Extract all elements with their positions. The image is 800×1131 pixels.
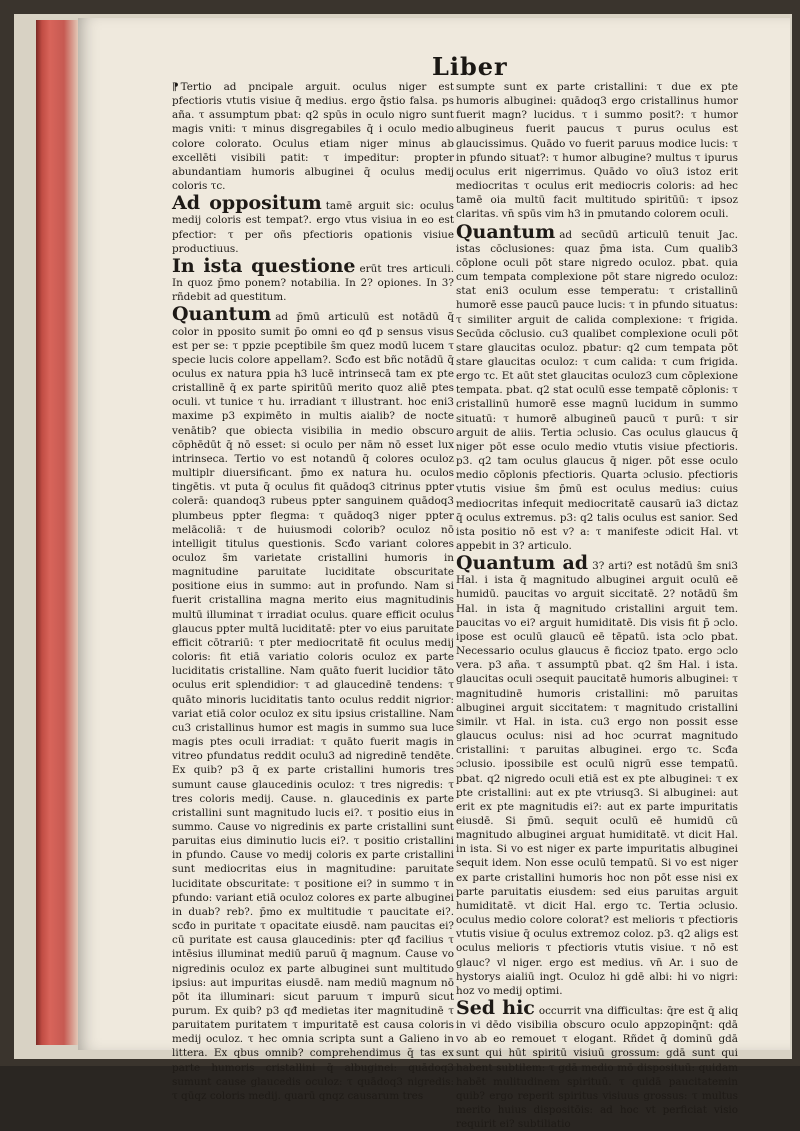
- red-page-edges: [36, 20, 82, 1045]
- paragraph-text: occurrit vna difficultas: q̄re est q̄ aliq in vi dēdo visibilia obscuro oculo appzopinq̄nt: qdā vo ab eo remouet τ elogant. Rñdet q̄ dominū gdā sunt qui hūt spiritū visiuū grossum: gdā sunt qui habent subtilem: τ gdā medio mō disposituū: quidam habēt mulitudinem spirituū. τ quidā paucitatemin quib? ergo reperit spiritus visiuus grossus: τ multus merito huius dispositōis: ad hoc vt perficiat visio requirit ei? subtiliatio: [456, 1005, 738, 1131]
- lemma-heading: Quantum: [172, 303, 272, 326]
- lemma-heading: Sed hic: [456, 997, 535, 1019]
- paragraph-text: 3? arti? est notādū s̄m sni3 Hal. i ista q̄ magnitudo albuginei arguit oculū eē humidū. paucitas vo arguit siccitatē. 2? notādū s̄m Hal. in ista q̄ magnitudo cristallini arguit tem. paucitas vo ei? arguit humiditatē. Dis visis fit p̄ ɔclo. ipose est oculū glaucū eē tēpatū. ista ɔclo pbat. Necessario oculus glaucus ē ficcioz tpato. ergo ɔclo vera. p3 aña. τ assumptū pbat. q2 s̄m Hal. i ista. glaucitas oculi ɔsequit paucitatē humoris albuginei: τ magnitudinē humoris cristallini: mō paruitas albuginei arguit siccitatem: τ magnitudo cristallini similr. vt Hal. in ista. cu3 ergo non possit esse glaucus oculus: nisi ad hoc ɔcurrat magnitudo cristallini: τ paruitas albuginei. ergo τc. Scđa ɔclusio. ipossibile est oculū nigrū esse tempatū. pbat. q2 nigredo oculi etiā est ex pte albuginei: τ ex pte cristallini: aut ex pte vtriusq3. Si albuginei: aut erit ex pte magnitudis ei?: aut ex parte impuritatis eiusdē. Si p̄mū. sequit oculū eē humidū cū magnitudo albuginei arguat humiditatē. vt dicit Hal. in ista. Si vo est niger ex parte impuritatis albuginei sequit idem. Non esse oculū tempatū. Si vo est niger ex parte cristallini humoris hoc non pōt esse nisi ex parte paruitatis eiusdem: sed eius paruitas arguit humiditatē. vt dicit Hal. ergo τc. Tertia ɔclusio. oculus medio colore colorat? est melioris τ pfectioris vtutis visiue q̄ oculus extremoz coloz. p3. q2 aligs est oculus melioris τ pfectioris vtutis visiue. τ nō est glauc? vl niger. ergo est medius. vn̄ Ar. i suo de hystorys aialiū ingt. Oculoz hi gdē albi: hi vo nigri: hoz vo medij optimi.: [456, 560, 739, 997]
- lemma-heading: Quantum: [456, 220, 556, 243]
- pilcrow-icon: ⁋: [172, 81, 179, 93]
- paragraph-text: sumpte sunt ex parte cristallini: τ due ex pte humoris albuginei: quādoq3 ergo cristallinus humor fuerit magn? lucidus. τ i summo posit?: τ humor albugineus fuerit paucus τ purus oculus est glaucissimus. Quādo vo fuerit paruus modice lucis: τ in pfundo situat?: τ humor albugine? multus τ ipurus oculus erit nigerrimus. Quādo vo oīu3 istoz erit mediocritas τ oculus erit mediocris coloris: ad hec tamē oia multū facit multitudo spiritūū: τ ipsoz claritas. vn̄ spūs vim h3 in pmutando colorem oculi.: [456, 81, 738, 221]
- lemma-paragraph: [456, 554, 738, 998]
- lemma-heading: In ista questione: [172, 254, 356, 277]
- left-column: [172, 80, 454, 1102]
- lemma-paragraph: [172, 305, 454, 1103]
- running-head: Liber: [432, 52, 508, 81]
- lemma-heading: Quantum ad: [456, 552, 589, 575]
- paragraph-text: ad secūdū articulū tenuit Jac. istas cōclusiones: quaz p̄ma ista. Cum qualib3 cōplone oculi pōt stare nigredo oculoz. pbat. quia cum tempata complexione pōt stare nigredo oculoz: stat eni3 oculum esse temperatu: τ cristallinū humorē esse paucū pauce lucis: τ in pfundo situatus: τ similiter arguit de calida complexione: τ frigida. Secūda cōclusio. cu3 qualibet complexione oculi pōt stare glaucitas oculoz. pbatur: q2 cum tempata pōt stare glaucitas oculoz: τ cum calida: τ cum frigida. ergo τc. Et aūt stet glaucitas oculoz3 cum cōplexione tempata. pbat. q2 stat oculū esse tempatē cōplonis: τ cristallinū humorē esse magnū lucidum in summo situatū: τ humorē albugineū paucū τ purū: τ sir arguit de aliis. Tertia ɔclusio. Cas oculus glaucus q̄ niger pōt esse oculo medio vtutis visiue pfectioris. p3. q2 tam oculus glaucus q̄ niger. pōt esse oculo medio cōplonis pfectioris. Quarta ɔclusio. pfectioris vtutis visiue s̄m p̄mū est oculus medius: cuius mediocritas infequit mediocritatē causarū ia3 dictaz q̄ oculus extremus. p3: q2 talis oculus est sanior. Sed ista positio nō est v? a: τ manifeste ɔdicit Hal. vt appebit in 3? articulo.: [456, 228, 738, 552]
- paragraph-text: Tertio ad pncipale arguit. oculus niger est pfectioris vtutis visiue q̄ medius. ergo q̄stio falsa. ps aña. τ assumptum pbat: q2 spūs in oculo nigro sunt magis vniti: τ minus disgregabiles q̄ i oculo medio colore colorato. Oculus etiam niger minus ab excellēti visibili patit: τ impeditur: propter abundantiam humoris albuginei q̄ oculus medij coloris τc.: [172, 81, 454, 193]
- lemma-heading: Ad oppositum: [172, 192, 322, 215]
- paragraph-text: ad p̄mū articulū est notādū q̄ color in pposito sumit p̄o omni eo qđ p sensus visus est per se: τ ppzie pceptibile s̄m quez modū lucem τ specie lucis colore appellam?. Scđo est bñc notādū q̄ oculus ex natura ppia h3 lucē intrinsecā tam ex pte cristallinē q̄ ex parte spiritūū merito quoz aliē ptes oculi. vt tunice τ hu. irradiant τ illustrant. hoc eni3 maxime p3 expimēto in multis aialib? de nocte venātib? que obiecta visibilia in medio obscuro cōphēdūt q̄ nō esset: si oculo per nām nō esset lux intrinseca. Tertio vo est notandū q̄ colores oculoz multiplr diuersificant. p̄mo ex natura hu. oculos tingētis. vt puta q̄ oculus fit quādoq3 citrinus ppter colerā: quandoq3 rubeus ppter sanguinem quādoq3 plumbeus ppter flegma: τ quādoq3 niger ppter melācoliā: τ de huiusmodi colorib? oculoz nō intelligit titulus questionis. Scđo variant colores oculoz s̄m varietate cristallini humoris in magnitudine paruitate luciditate obscuritate positione eius in summo: aut in profundo. Nam si fuerit cristallina magna merito eius magnitudinis multū illuminat τ irradiat oculus. quare efficit oculus glaucus ppter multā luciditatē: pter vo eius paruitate efficit cōtrariū: τ pter mediocritatē fit oculus medij coloris: fit etiā variatio coloris oculoz ex parte luciditatis cristalline. Nam quāto fuerit lucidior tāto oculus erit splendidior: τ ad glaucedinē tendens: τ quāto minoris luciditatis tanto oculus reddit nigrior: variat etiā color oculoz ex situ ipsius cristalline. Nam cu3 cristallinus humor est magis in summo sua luce magis ptes oculi irradiat: τ quāto fuerit magis in vitreo pfundatus reddit oculu3 ad nigredinē tendēte. Ex quib? p3 q̄ ex parte cristallini humoris tres sumunt cause glaucedinis oculoz: τ tres nigredis: τ tres coloris medij. Cause. n. glaucedinis ex parte cristallini sunt magnitudo lucis ei?. τ positio eius in summo. Cause vo nigredinis ex parte cristallini sunt paruitas eius diminutio lucis ei?. τ positio cristallini in pfundo. Cause vo medij coloris ex parte cristallini sunt mediocritas eius in magnitudine: paruitate luciditate obscuritate: τ positione ei? in summo τ in pfundo: variant etiā oculoz colores ex parte albuginei in duab? reb?. p̄mo ex multitudie τ paucitate ei?. scđo in puritate τ opacitate eiusdē. nam paucitas ei? cū puritate est causa glaucedinis: pter qđ facilius τ intēsius illuminat mediū paruū q̄ magnum. Cause vo nigredinis oculoz ex parte albuginei sunt multitudo ipsius: aut impuritas eiusdē. nam mediū magnum nō pōt ita illuminari: sicut paruum τ impurū sicut purum. Ex quib? p3 qđ medietas iter magnitudinē τ paruitatem puritatem τ impuritatē est causa coloris medij oculoz. τ hec omnia scripta sunt a Galieno in littera. Ex qbus omnib? comprehendimus q̄ tas ex parte humoris cristallini q̄ albuginei: quādoq3 sumunt cause glaucedis oculoz: τ quādoq3 nigredis: τ qūqz coloris medij. quarū qnqz causarum tres: [172, 311, 454, 1102]
- lemma-paragraph: [456, 999, 738, 1131]
- lemma-paragraph: [172, 194, 454, 256]
- paragraph-text: tamē arguit sic: oculus medij coloris est tempat?. ergo vtus visiua in eo est pfectior: τ per oñs pfectioris opationis visiue productiuus.: [172, 200, 454, 255]
- paragraph-text: erūt tres articuli. In quoz p̄mo ponem? notabilia. In 2? opiones. In 3? rñdebit ad questitum.: [172, 262, 454, 304]
- paragraph: [172, 80, 454, 193]
- lemma-paragraph: [456, 220, 738, 554]
- right-column: [456, 80, 739, 1131]
- paragraph: [456, 80, 738, 222]
- lemma-paragraph: [172, 254, 454, 304]
